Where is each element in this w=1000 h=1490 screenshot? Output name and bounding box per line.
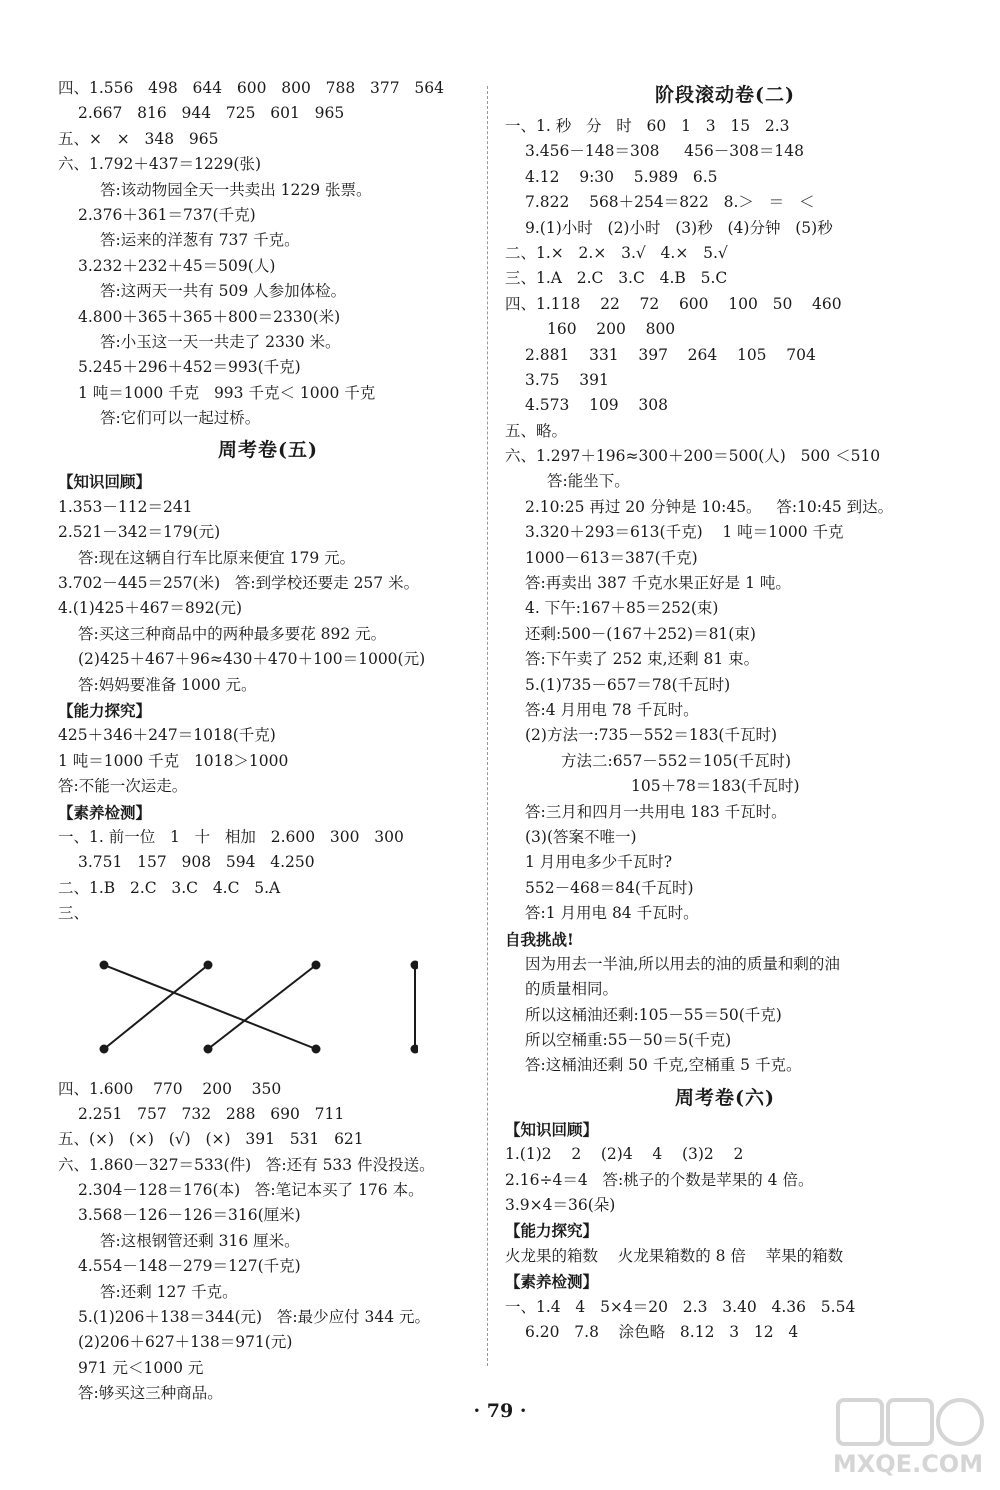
answer-line: 1000－613＝387(千克): [525, 548, 698, 567]
answer-line: 所以这桶油还剩:105－55＝50(千克): [525, 1005, 782, 1024]
answer-line: 一、1.4 4 5×4＝20 2.3 3.40 4.36 5.54: [505, 1297, 856, 1316]
column-divider: [487, 86, 488, 1366]
right-column: [505, 76, 945, 1345]
answer-line: 2.304－128＝176(本) 答:笔记本买了 176 本。: [78, 1181, 424, 1200]
answer-line: 2.251 757 732 288 690 711: [78, 1104, 345, 1123]
answer-line: 160 200 800: [547, 320, 676, 339]
answer-line: 五、× × 348 965: [58, 129, 219, 148]
answer-line: 还剩:500－(167＋252)＝81(束): [525, 624, 756, 643]
heading-stage-rolling-2: 阶段滚动卷(二): [655, 84, 795, 106]
answer-line: 方法二:657－552＝105(千瓦时): [561, 751, 792, 770]
answer-line: 五、略。: [505, 421, 568, 440]
answer-line: 四、1.556 498 644 600 800 788 377 564: [58, 79, 444, 97]
section-quality-left: 【素养检测】: [58, 802, 152, 822]
answer-line: 3.9×4＝36(朵): [505, 1196, 616, 1215]
answer-line: 552－468＝84(千瓦时): [525, 878, 694, 897]
answer-line: 105＋78＝183(千瓦时): [631, 777, 800, 796]
answer-line: 的质量相同。: [525, 980, 619, 999]
answer-line: 5.245＋296＋452＝993(千克): [78, 358, 301, 377]
answer-line: 答:还剩 127 千克。: [100, 1282, 238, 1301]
answer-line: 二、1.× 2.× 3.√ 4.× 5.√: [505, 243, 728, 262]
answer-line: 答:这桶油还剩 50 千克,空桶重 5 千克。: [525, 1056, 802, 1075]
answer-line: 2.16÷4＝4 答:桃子的个数是苹果的 4 倍。: [505, 1170, 814, 1189]
matching-lines-figure: [58, 927, 418, 1077]
answer-line: 六、1.297＋196≈300＋200＝500(人) 500 ＜510: [505, 447, 881, 466]
answer-line: 因为用去一半油,所以用去的油的质量和剩的油: [525, 954, 840, 973]
knowledge-review-block-right: [505, 1142, 945, 1218]
answer-line: 1 吨＝1000 千克 1018＞1000: [58, 751, 289, 770]
section-ability-left: 【能力探究】: [58, 700, 152, 720]
answer-line: 2.10:25 再过 20 分钟是 10:45。 答:10:45 到达。: [525, 497, 894, 516]
answer-line: 答:4 月用电 78 千瓦时。: [525, 700, 699, 719]
answer-line: 1 月用电多少千瓦时?: [525, 853, 673, 872]
answer-line: 3.702－445＝257(米) 答:到学校还要走 257 米。: [58, 574, 420, 593]
match-dot: [100, 1044, 109, 1053]
answer-line: 六、1.792＋437＝1229(张): [58, 155, 261, 174]
answer-line: 425＋346＋247＝1018(千克): [58, 726, 276, 745]
match-dot: [411, 960, 419, 969]
left-column: [58, 76, 478, 1407]
answer-line: 7.822 568＋254＝822 8.＞ ＝ ＜: [525, 193, 815, 212]
answer-line: 答:现在这辆自行车比原来便宜 179 元。: [78, 548, 356, 567]
page-number: · 79 ·: [473, 1400, 527, 1422]
answer-line: 1.(1)2 2 (2)4 4 (3)2 2: [505, 1145, 744, 1164]
answer-line: 4.(1)425＋467＝892(元): [58, 599, 243, 618]
answer-line: 3.232＋232＋45＝509(人): [78, 256, 276, 275]
answer-line: 1.353－112＝241: [58, 497, 193, 516]
match-dot: [312, 1044, 321, 1053]
answer-line: 5.(1)735－657＝78(千瓦时): [525, 675, 731, 694]
answer-line: 答:这两天一共有 509 人参加体检。: [100, 282, 347, 301]
answer-line: 一、1. 秒 分 时 60 1 3 15 2.3: [505, 117, 790, 135]
answer-line: 六、1.860－327＝533(件) 答:还有 533 件没投送。: [58, 1155, 435, 1174]
answer-line: 答:三月和四月一共用电 183 千瓦时。: [525, 802, 787, 821]
heading-week-quiz-5: 周考卷(五): [218, 439, 318, 462]
match-dot: [411, 1044, 419, 1053]
answer-line: 答:够买这三种商品。: [78, 1384, 223, 1403]
self-challenge-block: [505, 952, 945, 1079]
left-answers-block: [58, 76, 478, 431]
answer-line: 二、1.B 2.C 3.C 4.C 5.A: [58, 878, 281, 897]
left-answers-block-2: [58, 1077, 478, 1407]
knowledge-review-block-left: [58, 495, 478, 698]
match-dot: [204, 960, 213, 969]
quality-block-left: [58, 825, 478, 927]
answer-line: 9.(1)小时 (2)小时 (3)秒 (4)分钟 (5)秒: [525, 218, 833, 237]
answer-line: 答:运来的洋葱有 737 千克。: [100, 231, 300, 250]
answer-line: 火龙果的箱数 火龙果箱数的 8 倍 苹果的箱数: [505, 1246, 844, 1265]
match-dot: [204, 1044, 213, 1053]
match-line: [208, 965, 316, 1049]
answer-line: 答:买这三种商品中的两种最多要花 892 元。: [78, 624, 387, 643]
ability-block-right: [505, 1244, 945, 1269]
answer-line: 答:这根钢管还剩 316 厘米。: [100, 1231, 300, 1250]
answer-line: 3.456－148＝308 456－308＝148: [525, 142, 804, 161]
section-knowledge-review-right: 【知识回顾】: [505, 1119, 599, 1139]
answer-line: 答:不能一次运走。: [58, 777, 188, 796]
answer-line: 三、: [58, 904, 90, 923]
answer-line: 三、1.A 2.C 3.C 4.B 5.C: [505, 269, 728, 288]
answer-line: 五、(×) (×) (√) (×) 391 531 621: [58, 1130, 364, 1149]
answer-line: (2)方法一:735－552＝183(千瓦时): [525, 726, 778, 745]
section-quality-right: 【素养检测】: [505, 1272, 599, 1292]
answer-line: 答:下午卖了 252 束,还剩 81 束。: [525, 650, 760, 669]
answer-line: 3.75 391: [525, 370, 609, 389]
answer-line: 4. 下午:167＋85＝252(束): [525, 599, 719, 618]
answer-line: 答:它们可以一起过桥。: [100, 409, 261, 428]
answer-line: 四、1.600 770 200 350: [58, 1079, 282, 1098]
answer-line: 2.881 331 397 264 105 704: [525, 345, 816, 364]
answer-line: 一、1. 前一位 1 十 相加 2.600 300 300: [58, 827, 404, 846]
answer-line: 4.573 109 308: [525, 396, 668, 415]
ability-block-left: [58, 723, 478, 799]
answer-line: 3.751 157 908 594 4.250: [78, 853, 315, 872]
match-line: [104, 965, 316, 1049]
answer-line: 4.554－148－279＝127(千克): [78, 1257, 301, 1276]
answer-line: 5.(1)206＋138＝344(元) 答:最少应付 344 元。: [78, 1308, 431, 1327]
answer-line: 4.12 9:30 5.989 6.5: [525, 167, 718, 186]
answer-line: 四、1.118 22 72 600 100 50 460: [505, 294, 842, 313]
answer-line: (3)(答案不唯一): [525, 827, 637, 846]
answer-line: 答:小玉这一天一共走了 2330 米。: [100, 332, 341, 351]
answer-line: 所以空桶重:55－50＝5(千克): [525, 1031, 732, 1050]
section-knowledge-review-left: 【知识回顾】: [58, 472, 152, 492]
answer-line: 答:妈妈要准备 1000 元。: [78, 675, 257, 694]
answer-line: 2.376＋361＝737(千克): [78, 205, 256, 224]
match-dot: [100, 960, 109, 969]
answer-line: 2.521－342＝179(元): [58, 523, 221, 542]
answer-line: 答:该动物园全天一共卖出 1229 张票。: [100, 180, 372, 199]
answer-line: 答:再卖出 387 千克水果正好是 1 吨。: [525, 574, 791, 593]
answer-line: 答:能坐下。: [547, 472, 630, 491]
answer-line: 3.320＋293＝613(千克) 1 吨＝1000 千克: [525, 523, 844, 542]
answer-line: (2)425＋467＋96≈430＋470＋100＝1000(元): [78, 650, 426, 669]
answer-line: 971 元＜1000 元: [78, 1358, 204, 1377]
section-self-challenge: 自我挑战!: [505, 929, 574, 949]
match-line: [104, 965, 208, 1049]
answer-line: 3.568－126－126＝316(厘米): [78, 1206, 301, 1225]
answer-line: (2)206＋627＋138＝971(元): [78, 1333, 293, 1352]
quality-block-right: [505, 1295, 945, 1346]
match-dot: [312, 960, 321, 969]
answer-line: 6.20 7.8 涂色略 8.12 3 12 4: [525, 1322, 799, 1341]
section-ability-right: 【能力探究】: [505, 1221, 599, 1241]
answer-line: 2.667 816 944 725 601 965: [78, 104, 345, 123]
answer-line: 1 吨＝1000 千克 993 千克＜ 1000 千克: [78, 383, 376, 402]
heading-week-quiz-6: 周考卷(六): [675, 1086, 775, 1109]
watermark-url: MXQE.COM: [832, 1450, 984, 1478]
matching-diagram: [58, 927, 478, 1077]
stage-answers-block: [505, 114, 945, 927]
answer-line: 4.800＋365＋365＋800＝2330(米): [78, 307, 341, 326]
answer-line: 答:1 月用电 84 千瓦时。: [525, 904, 699, 923]
